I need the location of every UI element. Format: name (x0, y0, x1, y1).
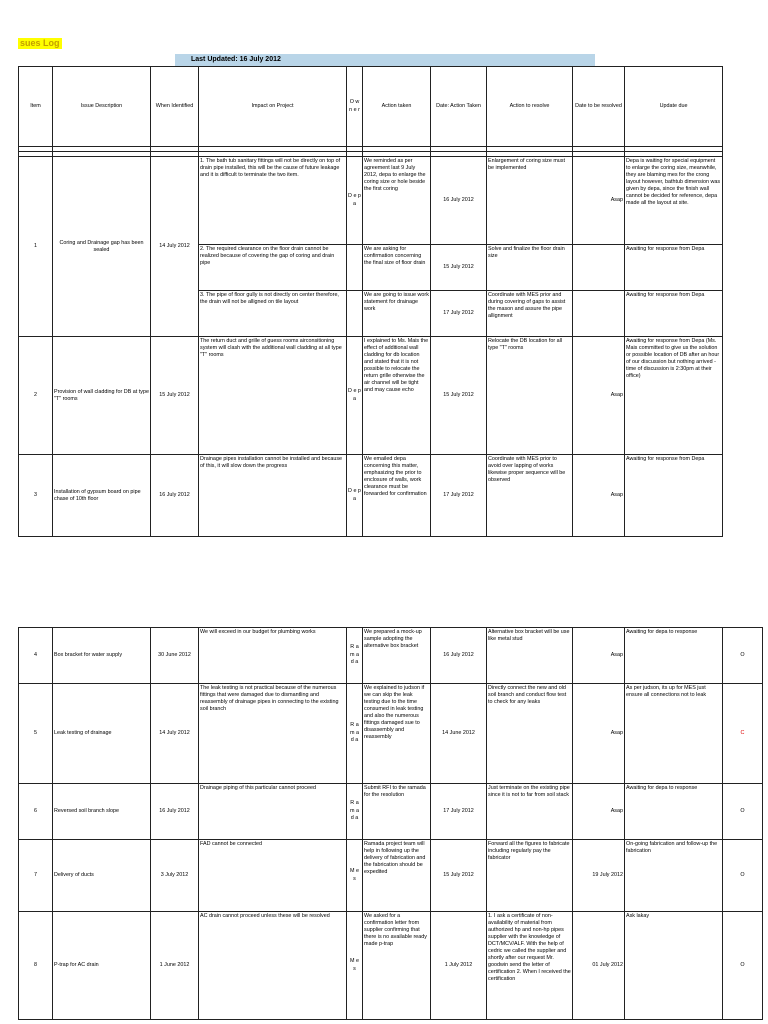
table-row (19, 628, 763, 684)
impact-text: 1. The bath tub sanitary fittings will not be directly on top of drain pipe installed, this will be the cause of future leakage and it is difficult to terminate the two item. (199, 157, 347, 245)
col-header-owner: O w n e r (347, 67, 363, 147)
table-row (19, 912, 763, 1020)
when-identified: 30 June 2012 (151, 628, 199, 684)
action-text: We asked for a confirmation letter from supplier confirming that there is no available ready made p-trap (363, 912, 431, 1020)
update-text: Awaiting for response from Depa (625, 291, 723, 337)
item-number: 5 (19, 684, 53, 784)
action-text: We are going to issue work statement for drainage work (363, 291, 431, 337)
when-identified: 3 July 2012 (151, 840, 199, 912)
table-header-row (19, 67, 723, 147)
when-identified: 14 July 2012 (151, 157, 199, 337)
col-header-when: When Identified (151, 67, 199, 147)
resolve-text: Solve and finalize the floor drain size (487, 245, 573, 291)
resolve-date (573, 245, 625, 291)
update-text: Awaiting for response from Depa (Ms. Mais committed to give us the solution or possible location of DB after an hour of our discussion but nothing arrived - time of discussion is 2:30pm at their office) (625, 337, 723, 455)
action-text: We explained to judson if we can skip the leak testing due to the time consumed in leak testing and also the numerous fittings damaged sue to disassembly and reassembly (363, 684, 431, 784)
when-identified: 1 June 2012 (151, 912, 199, 1020)
action-text: I explained to Ms. Mais the effect of additional wall cladding for db location and stated that it is not possible to relocate the return grille otherwise the air channel will be tight and may cause echo (363, 337, 431, 455)
action-date: 17 July 2012 (431, 784, 487, 840)
impact-text: Drainage piping of this particular cannot proceed (199, 784, 347, 840)
col-header-action: Action taken (363, 67, 431, 147)
owner-text: D e p a (347, 157, 363, 245)
action-date: 1 July 2012 (431, 912, 487, 1020)
item-number: 2 (19, 337, 53, 455)
action-date: 17 July 2012 (431, 455, 487, 537)
owner-text: R a m a d a (347, 628, 363, 684)
status-value: O (723, 784, 763, 840)
action-text: Ramada project team will help in following up the delivery of fabrication and the fabrication should be expedited (363, 840, 431, 912)
col-header-update: Update due (625, 67, 723, 147)
table-row (19, 840, 763, 912)
issue-description: P-trap for AC drain (53, 912, 151, 1020)
impact-text: AC drain cannot proceed unless these will be resolved (199, 912, 347, 1020)
status-value: O (723, 912, 763, 1020)
col-header-date-action: Date: Action Taken (431, 67, 487, 147)
resolve-text: Forward all the figures to fabricate including regularly pay the fabricator (487, 840, 573, 912)
resolve-text: Alternative box bracket will be use like metal stud (487, 628, 573, 684)
resolve-date (573, 291, 625, 337)
action-text: Submit RFI to the ramada for the resolution (363, 784, 431, 840)
issue-description: Provision of wall cladding for DB at type "T" rooms (53, 337, 151, 455)
owner-text: D e p a (347, 455, 363, 537)
item-number: 7 (19, 840, 53, 912)
resolve-text: Coordinate with MES prior and during covering of gaps to assist the mason and assure the pipe allignment (487, 291, 573, 337)
issue-description: Coring and Drainage gap has been sealed (53, 157, 151, 337)
owner-empty (347, 291, 363, 337)
action-text: We reminded as per agreement last 9 July 2012, depa to enlarge the coring size or hole beside the first coring (363, 157, 431, 245)
update-text: On-going fabrication and follow-up the fabrication (625, 840, 723, 912)
action-date: 17 July 2012 (431, 291, 487, 337)
status-value: O (723, 840, 763, 912)
action-text: We prepared a mock-up sample adopting the alternative box bracket (363, 628, 431, 684)
action-date: 15 July 2012 (431, 245, 487, 291)
impact-text: We will exceed in our budget for plumbing works (199, 628, 347, 684)
resolve-date: 01 July 2012 (573, 912, 625, 1020)
resolve-text: Coordinate with MES prior to avoid over lapping of works likewise proper sequence will be observed (487, 455, 573, 537)
resolve-text: Just terminate on the existing pipe since it is not to far from soil stack (487, 784, 573, 840)
col-header-date-resolve: Date to be resolved (573, 67, 625, 147)
owner-text: R a m a d a (347, 684, 363, 784)
action-date: 15 July 2012 (431, 337, 487, 455)
update-text: As per judson, its up for MES just ensure all connections not to leak (625, 684, 723, 784)
col-header-issue: Issue Description (53, 67, 151, 147)
last-updated-banner: Last Updated: 16 July 2012 (175, 54, 595, 66)
table-row (19, 157, 723, 245)
issue-description: Delivery of ducts (53, 840, 151, 912)
status-value: C (723, 684, 763, 784)
resolve-date: Asap (573, 684, 625, 784)
issue-description: Leak testing of drainage (53, 684, 151, 784)
update-text: Awaiting for depa to response (625, 784, 723, 840)
owner-text: M e s (347, 912, 363, 1020)
resolve-date: Asap (573, 628, 625, 684)
col-header-resolve: Action to resolve (487, 67, 573, 147)
update-text: Ask lakay (625, 912, 723, 1020)
update-text: Awaiting for depa to response (625, 628, 723, 684)
when-identified: 16 July 2012 (151, 784, 199, 840)
resolve-date: Asap (573, 157, 625, 245)
when-identified: 16 July 2012 (151, 455, 199, 537)
resolve-text: Directly connect the new and old soil branch and conduct flow test to check for any leaks (487, 684, 573, 784)
issue-description: Installation of gypsum board on pipe chase of 10th floor (53, 455, 151, 537)
issue-description: Reversed soil branch slope (53, 784, 151, 840)
table-row (19, 337, 723, 455)
resolve-text: Enlargement of coring size must be implemented (487, 157, 573, 245)
col-header-item: Item (19, 67, 53, 147)
table-row (19, 784, 763, 840)
owner-text: D e p a (347, 337, 363, 455)
impact-text: The return duct and grille of guess rooms airconsitioning system will clash with the additional wall cladding at all type "T" rooms (199, 337, 347, 455)
resolve-date: Asap (573, 337, 625, 455)
issue-description: Box bracket for water supply (53, 628, 151, 684)
impact-text: FAD cannot be connected (199, 840, 347, 912)
item-number: 8 (19, 912, 53, 1020)
action-text: We are asking for confirmation concerning the final size of floor drain (363, 245, 431, 291)
update-text: Awaiting for response from Depa (625, 455, 723, 537)
item-number: 3 (19, 455, 53, 537)
table-row (19, 455, 723, 537)
issues-table-part-1 (18, 66, 723, 537)
issues-table-part-2 (18, 627, 763, 1020)
col-header-impact: Impact on Project (199, 67, 347, 147)
impact-text: Drainage pipes installation cannot be installed and because of this, it will slow down the progress (199, 455, 347, 537)
impact-text: The leak testing is not practical because of the numerous fittings that were damaged due to dismantling and reassembly of drainage pipes in connecting to the existing soil branch (199, 684, 347, 784)
when-identified: 15 July 2012 (151, 337, 199, 455)
action-date: 16 July 2012 (431, 628, 487, 684)
item-number: 4 (19, 628, 53, 684)
action-text: We emailed depa concerning this matter, emphasizing the prior to enclosure of walls, work clearance must be forwarded for confirmation (363, 455, 431, 537)
update-text: Depa is waiting for special equipment to enlarge the coring size, meanwhile, they are blaming mes for the crong layout however, bathtub dimension was given by depa, since the finish wall cannot be decided for reference, depa made all the layout at site. (625, 157, 723, 245)
when-identified: 14 July 2012 (151, 684, 199, 784)
resolve-date: Asap (573, 784, 625, 840)
page-title: sues Log (20, 38, 60, 48)
item-number: 6 (19, 784, 53, 840)
status-value: O (723, 628, 763, 684)
action-date: 14 June 2012 (431, 684, 487, 784)
owner-text: M e s (347, 840, 363, 912)
owner-text: R a m a d a (347, 784, 363, 840)
table-row (19, 684, 763, 784)
resolve-text: Relocate the DB location for all type "T" rooms (487, 337, 573, 455)
update-text: Awaiting for response from Depa (625, 245, 723, 291)
resolve-date: 19 July 2012 (573, 840, 625, 912)
item-number: 1 (19, 157, 53, 337)
impact-text: 3. The pipe of floor gully is not directly on center therefore, the drain will not be alligned on tile layout (199, 291, 347, 337)
resolve-text: 1. I ask a certificate of non-availability of material from authorized hp and non-hp pipes supplier with the knowledge of DCT/MCV/ALF. With the help of cedric we called the supplier and shortly after our request Mr. goodwin send the letter of certification 2. When I received the certification (487, 912, 573, 1020)
owner-empty (347, 245, 363, 291)
action-date: 15 July 2012 (431, 840, 487, 912)
action-date: 16 July 2012 (431, 157, 487, 245)
resolve-date: Asap (573, 455, 625, 537)
impact-text: 2. The required clearance on the floor drain cannot be realized because of covering the gap of coring and drain pipe (199, 245, 347, 291)
